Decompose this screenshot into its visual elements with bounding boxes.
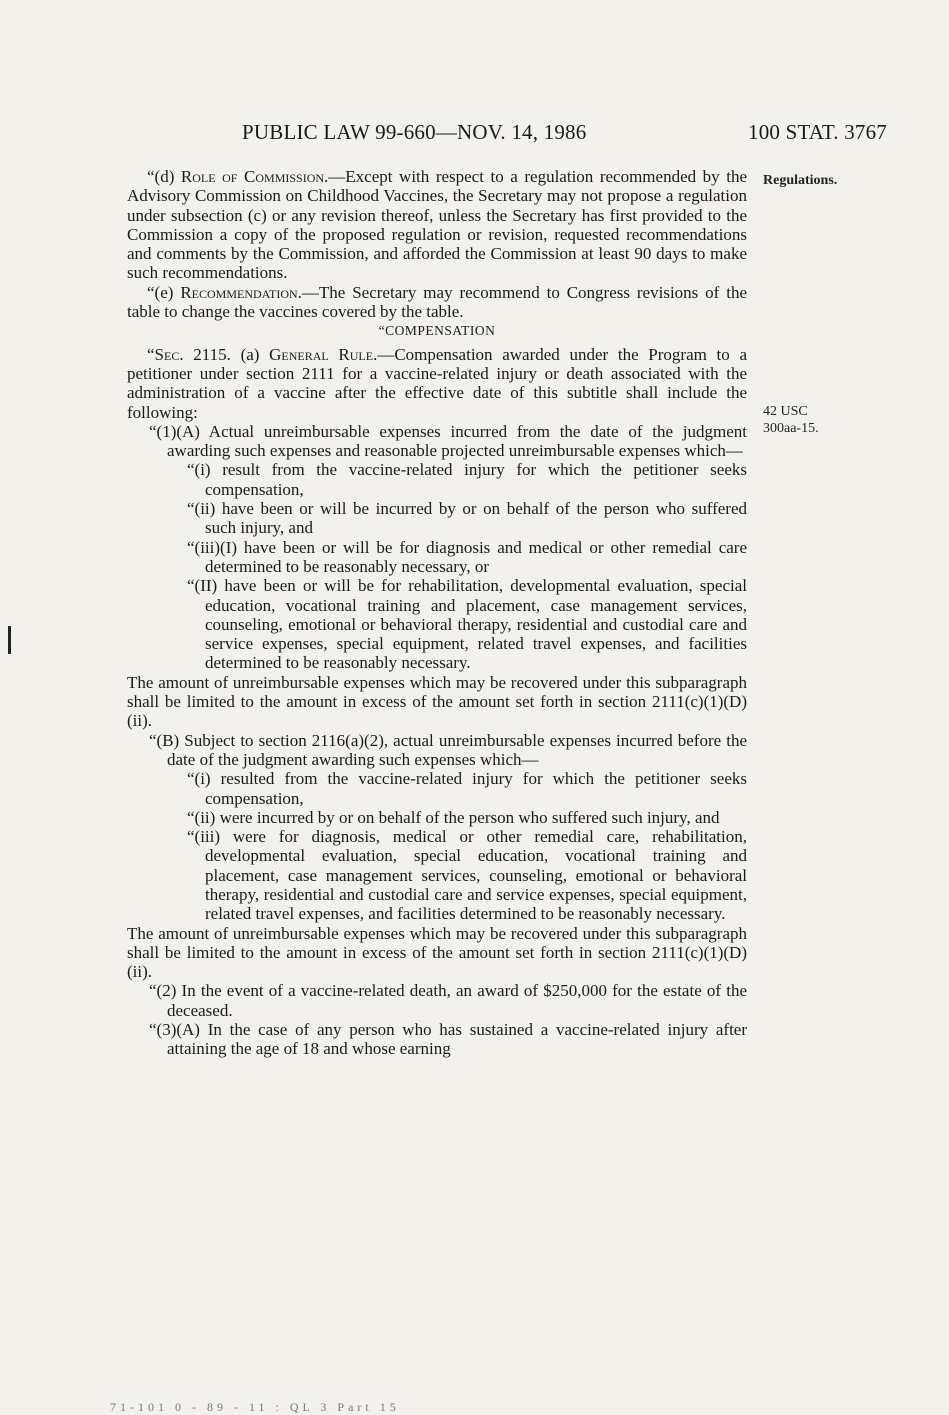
- section-heading-compensation: “COMPENSATION: [378, 323, 496, 339]
- header-law-title: PUBLIC LAW 99-660—NOV. 14, 1986: [242, 120, 587, 144]
- paragraph-1B-iii: “(iii) were for diagnosis, medical or other remedial care, rehabilitation, developmental evaluation, special education, vocational training and placement, case management services, counseling, emotional or behavioral therapy, residential and custodial care and service expenses, special equipment, related travel expenses, and facilities determined to be reasonably necessary.: [187, 827, 747, 924]
- paragraph-1A-iii-I: “(iii)(I) have been or will be for diagnosis and medical or other remedial care determined to be reasonably necessary, or: [187, 537, 747, 576]
- header-statute-page: 100 STAT. 3767: [748, 120, 887, 144]
- subsection-e: “(e) Recommendation.—The Secretary may recommend to Congress revisions of the table to change the vaccines covered by the table.: [127, 282, 747, 322]
- paragraph-1B: “(B) Subject to section 2116(a)(2), actual unreimbursable expenses incurred before the date of the judgment awarding such expenses which—: [149, 730, 747, 769]
- paragraph-3A: “(3)(A) In the case of any person who has sustained a vaccine-related injury after attaining the age of 18 and whose earning: [149, 1020, 747, 1059]
- paragraph-2: “(2) In the event of a vaccine-related death, an award of $250,000 for the estate of the deceased.: [149, 981, 747, 1020]
- margin-note-regulations: Regulations.: [763, 173, 838, 188]
- paragraph-1A-iii-II: “(II) have been or will be for rehabilitation, developmental evaluation, special education, vocational training and placement, case management services, counseling, emotional or behavioral therapy, residential and custodial care and service expenses, special equipment, related travel expenses, and facilities determined to be reasonably necessary.: [187, 576, 747, 673]
- paragraph-1A-i: “(i) result from the vaccine-related injury for which the petitioner seeks compensation,: [187, 460, 747, 499]
- paragraph-1B-limit: The amount of unreimbursable expenses which may be recovered under this subparagraph shall be limited to the amount in excess of the amount set forth in section 2111(c)(1)(D)(ii).: [127, 923, 747, 982]
- subsection-d: “(d) Role of Commission.—Except with respect to a regulation recommended by the Advisory Commission on Childhood Vaccines, the Secretary may not propose a regulation under subsection (c) or any revision thereof, unless the Secretary has first provided to the Commission a copy of the proposed regulation or revision, requested recommendations and comments by the Commission, and afforded the Commission at least 90 days to make such recommendations.: [127, 167, 747, 283]
- scan-mark: [8, 626, 11, 654]
- document-body: [127, 167, 747, 1059]
- margin-note-usc-1: 42 USC: [763, 404, 808, 419]
- paragraph-1B-i: “(i) resulted from the vaccine-related injury for which the petitioner seeks compensation,: [187, 769, 747, 808]
- margin-note-usc-2: 300aa-15.: [763, 421, 819, 436]
- paragraph-1A: “(1)(A) Actual unreimbursable expenses incurred from the date of the judgment awarding such expenses and reasonable projected unreimbursable expenses which—: [149, 421, 747, 461]
- section-2115-a: “Sec. 2115. (a) General Rule.—Compensation awarded under the Program to a petitioner under section 2111 for a vaccine-related injury or death associated with the administration of a vaccine after the effective date of this subtitle shall include the following:: [127, 344, 747, 422]
- paragraph-1A-ii: “(ii) have been or will be incurred by or on behalf of the person who suffered such injury, and: [187, 499, 747, 538]
- paragraph-1B-ii: “(ii) were incurred by or on behalf of the person who suffered such injury, and: [187, 807, 720, 827]
- footer-print-code: 71-101 0 - 89 - 11 : QL 3 Part 15: [110, 1400, 400, 1414]
- paragraph-1A-limit: The amount of unreimbursable expenses which may be recovered under this subparagraph shall be limited to the amount in excess of the amount set forth in section 2111(c)(1)(D)(ii).: [127, 672, 747, 731]
